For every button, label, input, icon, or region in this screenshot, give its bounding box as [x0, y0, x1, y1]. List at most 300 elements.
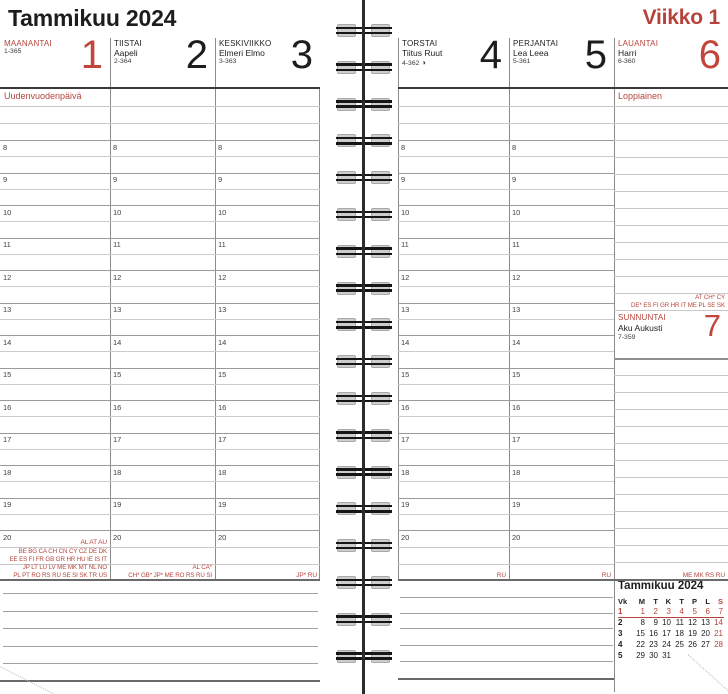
mini-calendar-day: 10 — [662, 618, 671, 627]
rule-line — [509, 189, 614, 190]
day-name: SUNNUNTAI — [618, 313, 666, 322]
day-of-year: 3-363 — [219, 57, 237, 65]
rule-line — [398, 514, 509, 515]
rule-line — [215, 481, 320, 482]
mini-calendar-weekday: T — [679, 597, 684, 606]
hour-label: 10 — [401, 207, 410, 217]
day-number: 5 — [584, 33, 607, 77]
rule-line — [215, 335, 320, 336]
mini-calendar-day: 21 — [714, 629, 723, 638]
rule-line — [398, 205, 509, 206]
rule-line — [215, 156, 320, 157]
rule-line — [215, 400, 320, 401]
rule-line — [215, 547, 320, 548]
holiday-country-codes: PL PT RO RS RU SE SI SK TR US — [13, 572, 107, 580]
rule-line — [398, 400, 509, 401]
column-divider — [398, 38, 399, 580]
rule-line — [509, 123, 614, 124]
rule-line — [614, 123, 728, 124]
rule-line — [0, 189, 110, 190]
mini-calendar-day: 17 — [662, 629, 671, 638]
rule-line — [398, 156, 509, 157]
page-title: Tammikuu 2024 — [8, 5, 177, 31]
mini-calendar-day: 1 — [640, 607, 645, 616]
day-name: TORSTAI — [402, 39, 438, 48]
rule-line — [110, 351, 215, 352]
rule-line — [110, 514, 215, 515]
mini-calendar-day: 7 — [718, 607, 723, 616]
rule-line — [0, 205, 110, 206]
holiday-country-codes: AL CA* — [192, 564, 212, 572]
rule-line — [614, 157, 728, 158]
rule-line — [614, 208, 728, 209]
day-name: LAUANTAI — [618, 39, 659, 48]
mini-calendar-day: 18 — [675, 629, 684, 638]
mini-calendar-day: 30 — [649, 651, 658, 660]
rule-line — [509, 106, 614, 107]
hour-label: 17 — [218, 435, 227, 444]
rule-line — [110, 156, 215, 157]
hour-label: 13 — [512, 305, 521, 314]
hour-label: 16 — [3, 402, 12, 412]
hour-label: 18 — [113, 467, 122, 477]
rule-line — [110, 106, 215, 107]
rule-line — [215, 416, 320, 417]
rule-line — [509, 270, 614, 271]
mini-calendar-week-number: 4 — [618, 640, 623, 649]
hour-label: 13 — [3, 305, 12, 314]
hour-label: 15 — [113, 370, 122, 379]
rule-line — [0, 286, 110, 287]
hour-label: 15 — [218, 370, 227, 379]
rule-line — [614, 191, 728, 192]
rule-line — [614, 426, 728, 427]
rule-line — [0, 221, 110, 222]
hour-label: 11 — [3, 240, 11, 249]
rule-line — [110, 270, 215, 271]
hour-label: 12 — [113, 272, 122, 282]
rule-line — [215, 221, 320, 222]
hour-label: 18 — [3, 467, 12, 477]
rule-line — [110, 465, 215, 466]
hour-label: 18 — [401, 467, 410, 477]
day-of-year: 4-362 ◑ — [402, 57, 426, 67]
hour-label: 12 — [218, 272, 227, 282]
mini-calendar-day: 6 — [705, 607, 710, 616]
rule-line — [614, 545, 728, 546]
rule-line — [614, 358, 728, 360]
day-name: MAANANTAI — [4, 39, 52, 48]
hour-label: 8 — [218, 142, 223, 152]
rule-line — [614, 140, 728, 141]
rule-line — [110, 286, 215, 287]
mini-calendar-weekday: Vk — [618, 597, 628, 606]
mini-calendar-day: 29 — [636, 651, 645, 660]
rule-line — [614, 477, 728, 478]
rule-line — [215, 254, 320, 255]
rule-line — [0, 433, 110, 434]
rule-line — [110, 400, 215, 401]
hour-label: 14 — [401, 337, 410, 347]
rule-line — [398, 579, 728, 581]
day-number: 6 — [698, 33, 721, 77]
rule-line — [110, 335, 215, 336]
rule-line — [0, 123, 110, 124]
rule-line — [398, 221, 509, 222]
mini-calendar-weekday: K — [665, 597, 671, 606]
rule-line — [110, 384, 215, 385]
day-of-year: 5-361 — [513, 57, 531, 65]
hour-label: 17 — [3, 435, 12, 444]
mini-calendar-day: 26 — [688, 640, 697, 649]
holiday-country-codes: AT CH* CY — [695, 294, 725, 301]
rule-line — [614, 460, 728, 461]
hour-label: 14 — [113, 337, 122, 347]
rule-line — [614, 528, 728, 529]
rule-line — [398, 106, 509, 107]
rule-line — [398, 564, 509, 565]
day-of-year: 7-359 — [618, 334, 636, 341]
rule-line — [398, 465, 509, 466]
rule-line — [0, 270, 110, 271]
moon-phase-icon: ◑ — [421, 57, 426, 67]
hour-label: 16 — [218, 402, 227, 412]
rule-line — [110, 140, 215, 141]
rule-line — [398, 351, 509, 352]
hour-label: 9 — [401, 175, 406, 184]
hour-label: 13 — [218, 305, 227, 314]
rule-line — [509, 465, 614, 466]
rule-line — [614, 494, 728, 495]
rule-line — [0, 400, 110, 401]
rule-line — [0, 530, 110, 531]
hour-label: 16 — [113, 402, 122, 412]
hour-label: 11 — [401, 240, 409, 249]
rule-line — [110, 173, 215, 174]
rule-line — [110, 416, 215, 417]
hour-label: 17 — [113, 435, 122, 444]
day-name: TIISTAI — [114, 39, 142, 48]
mini-calendar-day: 5 — [692, 607, 697, 616]
holiday-name: Uudenvuodenpäivä — [4, 91, 82, 101]
rule-line — [398, 238, 509, 239]
rule-line — [398, 449, 509, 450]
day-number: 4 — [479, 33, 502, 77]
rule-line — [398, 286, 509, 287]
column-divider — [215, 38, 216, 580]
mini-calendar-day: 12 — [688, 618, 697, 627]
hour-label: 12 — [401, 272, 410, 282]
rule-line — [110, 547, 215, 548]
mini-calendar-weekday: S — [717, 597, 723, 606]
rule-line — [0, 481, 110, 482]
rule-line — [398, 173, 509, 174]
mini-calendar-day: 16 — [649, 629, 658, 638]
rule-line — [0, 303, 110, 304]
rule-line — [0, 579, 320, 581]
rule-line — [215, 123, 320, 124]
rule-line — [215, 433, 320, 434]
rule-line — [0, 140, 110, 141]
rule-line — [614, 242, 728, 243]
hour-label: 17 — [512, 435, 521, 444]
name-days: Tiitus Ruut — [402, 48, 443, 58]
rule-line — [215, 449, 320, 450]
hour-label: 19 — [3, 500, 12, 509]
hour-label: 10 — [113, 207, 122, 217]
rule-line — [110, 221, 215, 222]
rule-line — [3, 663, 318, 664]
mini-calendar-day: 25 — [675, 640, 684, 649]
hour-label: 12 — [3, 272, 12, 282]
rule-line — [0, 335, 110, 336]
hour-label: 20 — [512, 532, 521, 542]
rule-line — [400, 628, 613, 629]
column-divider — [110, 38, 111, 580]
rule-line — [215, 238, 320, 239]
mini-calendar-weekday: P — [691, 597, 697, 606]
rule-line — [509, 319, 614, 320]
rule-line — [0, 254, 110, 255]
holiday-country-codes: CH* GB* JP* ME RO RS RU SI — [128, 572, 212, 580]
rule-line — [614, 225, 728, 226]
rule-line — [509, 564, 614, 565]
holiday-country-codes: RU — [601, 571, 611, 579]
hour-label: 14 — [512, 337, 521, 347]
rule-line — [215, 270, 320, 271]
rule-line — [0, 106, 110, 107]
mini-calendar-day: 31 — [662, 651, 671, 660]
holiday-country-codes: JP* RU — [296, 571, 317, 579]
rule-line — [509, 173, 614, 174]
rule-line — [110, 498, 215, 499]
hour-label: 16 — [401, 402, 410, 412]
rule-line — [398, 319, 509, 320]
rule-line — [215, 384, 320, 385]
mini-calendar-day: 20 — [701, 629, 710, 638]
rule-line — [509, 303, 614, 304]
binding-rod — [362, 0, 365, 694]
hour-label: 16 — [512, 402, 521, 412]
mini-calendar-day: 2 — [653, 607, 658, 616]
page-corner-mark — [687, 654, 728, 694]
rule-line — [0, 87, 320, 89]
rule-line — [509, 498, 614, 499]
name-days: Elmeri Elmo — [219, 48, 265, 58]
rule-line — [509, 433, 614, 434]
rule-line — [215, 351, 320, 352]
hour-label: 8 — [512, 142, 517, 152]
mini-calendar-day: 11 — [675, 618, 684, 627]
day-number: 1 — [80, 33, 103, 77]
rule-line — [0, 449, 110, 450]
rule-line — [398, 384, 509, 385]
rule-line — [398, 87, 728, 89]
rule-line — [0, 498, 110, 499]
hour-label: 18 — [218, 467, 227, 477]
rule-line — [0, 238, 110, 239]
rule-line — [110, 123, 215, 124]
mini-calendar-title: Tammikuu 2024 — [618, 580, 704, 592]
rule-line — [215, 140, 320, 141]
hour-label: 19 — [512, 500, 521, 509]
rule-line — [215, 205, 320, 206]
rule-line — [509, 384, 614, 385]
rule-line — [0, 319, 110, 320]
mini-calendar-week-number: 2 — [618, 618, 623, 627]
day-of-year: 1-365 — [4, 48, 22, 55]
rule-line — [3, 646, 318, 647]
rule-line — [110, 530, 215, 531]
rule-line — [0, 514, 110, 515]
hour-label: 19 — [401, 500, 410, 509]
rule-line — [215, 465, 320, 466]
hour-label: 11 — [218, 240, 226, 249]
hour-label: 17 — [401, 435, 410, 444]
mini-calendar-day: 4 — [679, 607, 684, 616]
hour-label: 9 — [3, 175, 8, 184]
hour-label: 8 — [401, 142, 406, 152]
rule-line — [400, 597, 613, 598]
rule-line — [398, 368, 509, 369]
rule-line — [215, 189, 320, 190]
rule-line — [614, 511, 728, 512]
rule-line — [215, 106, 320, 107]
rule-line — [614, 392, 728, 393]
hour-label: 18 — [512, 467, 521, 477]
hour-label: 11 — [113, 240, 121, 249]
mini-calendar-day: 3 — [666, 607, 671, 616]
rule-line — [215, 286, 320, 287]
rule-line — [398, 481, 509, 482]
mini-calendar-day: 28 — [714, 640, 723, 649]
name-days: Lea Leea — [513, 48, 549, 58]
day-number: 7 — [703, 308, 721, 343]
column-divider — [509, 38, 510, 580]
rule-line — [0, 680, 320, 682]
rule-line — [398, 303, 509, 304]
day-number: 2 — [185, 33, 208, 77]
mini-calendar-weekday: T — [653, 597, 658, 606]
name-days: Aapeli — [114, 48, 138, 58]
hour-label: 9 — [218, 175, 223, 184]
rule-line — [509, 351, 614, 352]
hour-label: 20 — [113, 532, 122, 542]
hour-label: 14 — [3, 337, 12, 347]
hour-label: 8 — [113, 142, 118, 152]
day-of-year: 6-360 — [618, 57, 636, 65]
name-days: Aku Aukusti — [618, 323, 663, 333]
rule-line — [509, 530, 614, 531]
rule-line — [509, 449, 614, 450]
rule-line — [0, 465, 110, 466]
rule-line — [215, 514, 320, 515]
hour-label: 13 — [401, 305, 410, 314]
rule-line — [400, 661, 613, 662]
mini-calendar-day: 8 — [640, 618, 645, 627]
rule-line — [398, 530, 509, 531]
rule-line — [509, 547, 614, 548]
rule-line — [0, 368, 110, 369]
mini-calendar-day: 27 — [701, 640, 710, 649]
rule-line — [215, 319, 320, 320]
rule-line — [400, 613, 613, 614]
hour-label: 11 — [512, 240, 520, 249]
holiday-country-codes: JP LT LU LV ME MK MT NL NO — [22, 564, 107, 572]
rule-line — [509, 254, 614, 255]
rule-line — [215, 303, 320, 304]
hour-label: 19 — [113, 500, 122, 509]
rule-line — [215, 498, 320, 499]
rule-line — [509, 368, 614, 369]
page-corner-mark — [0, 664, 60, 694]
rule-line — [215, 530, 320, 531]
rule-line — [509, 514, 614, 515]
rule-line — [215, 368, 320, 369]
hour-label: 15 — [401, 370, 410, 379]
mini-calendar-week-number: 1 — [618, 607, 623, 616]
rule-line — [398, 416, 509, 417]
hour-label: 10 — [218, 207, 227, 217]
hour-label: 20 — [401, 532, 410, 542]
hour-label: 9 — [113, 175, 118, 184]
rule-line — [3, 611, 318, 612]
rule-line — [398, 547, 509, 548]
rule-line — [110, 303, 215, 304]
mini-calendar-day: 13 — [701, 618, 710, 627]
holiday-country-codes: AL AT AU — [80, 539, 107, 546]
rule-line — [398, 123, 509, 124]
hour-label: 20 — [218, 532, 227, 542]
rule-line — [398, 140, 509, 141]
rule-line — [0, 351, 110, 352]
holiday-country-codes: DE* ES FI GR HR IT ME PL SE SK — [631, 302, 725, 309]
day-of-year: 2-364 — [114, 57, 132, 65]
rule-line — [509, 156, 614, 157]
hour-label: 10 — [512, 207, 521, 217]
rule-line — [509, 286, 614, 287]
rule-line — [509, 416, 614, 417]
rule-line — [0, 173, 110, 174]
rule-line — [509, 205, 614, 206]
rule-line — [215, 173, 320, 174]
rule-line — [614, 375, 728, 376]
hour-label: 8 — [3, 142, 8, 152]
rule-line — [614, 562, 728, 563]
rule-line — [3, 628, 318, 629]
rule-line — [110, 368, 215, 369]
mini-calendar-day: 14 — [714, 618, 723, 627]
rule-line — [110, 205, 215, 206]
rule-line — [110, 433, 215, 434]
holiday-name: Loppiainen — [618, 91, 663, 101]
rule-line — [614, 174, 728, 175]
holiday-country-codes: BE BG CA CH CN CY CZ DE DK — [18, 547, 107, 555]
rule-line — [0, 156, 110, 157]
rule-line — [398, 498, 509, 499]
rule-line — [110, 238, 215, 239]
hour-label: 10 — [3, 207, 12, 217]
hour-label: 9 — [512, 175, 517, 184]
column-divider — [319, 88, 320, 580]
day-name: KESKIVIIKKO — [219, 39, 272, 48]
rule-line — [509, 400, 614, 401]
rule-line — [614, 409, 728, 410]
rule-line — [398, 189, 509, 190]
day-number: 3 — [290, 33, 313, 77]
rule-line — [398, 433, 509, 434]
holiday-country-codes: EE ES FI FR GB GR HR HU IE IS IT — [9, 555, 107, 563]
